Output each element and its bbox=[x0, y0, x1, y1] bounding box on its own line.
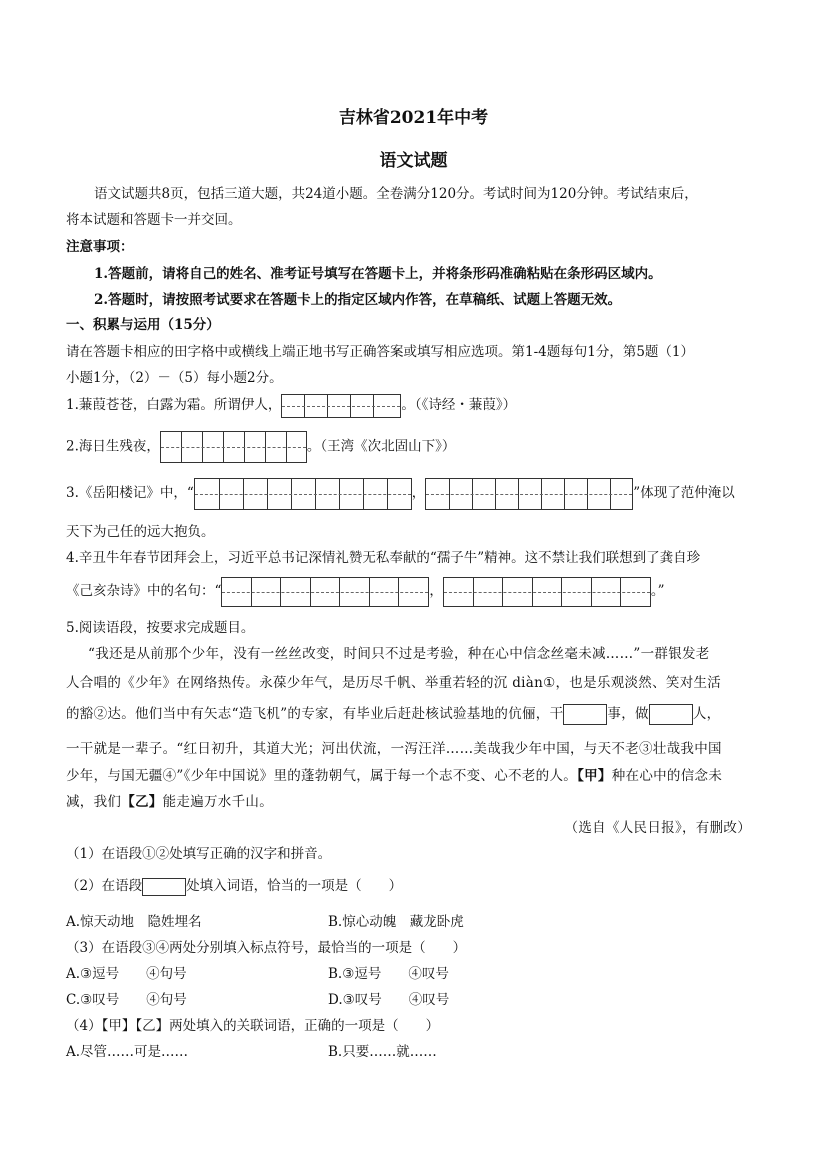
q5-line-1: 5.阅读语段，按要求完成题目。 bbox=[66, 620, 255, 636]
q4-answer-grid-2[interactable] bbox=[443, 577, 651, 607]
marker-yi: 【乙】 bbox=[121, 794, 163, 810]
q4-suffix: 。” bbox=[650, 583, 665, 599]
intro-line-2: 将本试题和答题卡一并交回。 bbox=[66, 212, 242, 228]
marker-jia: 【甲】 bbox=[577, 768, 612, 784]
sub2-option-a[interactable]: A.惊天动地 隐姓埋名 bbox=[66, 914, 202, 930]
sub3-option-c[interactable]: C.③叹号 ④句号 bbox=[66, 992, 187, 1008]
q4-mid: ， bbox=[429, 583, 443, 599]
sub3-option-b[interactable]: B.③逗号 ④叹号 bbox=[328, 966, 449, 982]
passage-source: （选自《人民日报》，有删改） bbox=[564, 820, 751, 836]
sub-question-1: （1）在语段①②处填写正确的汉字和拼音。 bbox=[66, 846, 332, 862]
passage-line-5 bbox=[66, 764, 722, 784]
q3-answer-grid-2[interactable] bbox=[425, 478, 633, 510]
sub4-option-a[interactable]: A.尽管……可是…… bbox=[66, 1044, 189, 1060]
notice-2: 2.答题时，请按照考试要求在答题卡上的指定区域内作答，在草稿纸、试题上答题无效。 bbox=[94, 292, 622, 308]
q2-suffix: 。（王湾《次北固山下》） bbox=[306, 438, 456, 455]
question-1 bbox=[66, 390, 516, 420]
sub-question-4: （4）【甲】【乙】两处填入的关联词语，正确的一项是（ ） bbox=[66, 1018, 440, 1034]
passage-line-6a: 减，我们 bbox=[66, 794, 122, 810]
question-2 bbox=[66, 431, 455, 463]
passage-line-3c: 人， bbox=[692, 706, 721, 722]
q4-answer-grid-1[interactable] bbox=[221, 577, 429, 607]
sub4-option-b[interactable]: B.只要……就…… bbox=[328, 1044, 437, 1060]
q2-answer-grid[interactable] bbox=[160, 431, 307, 463]
question-3 bbox=[66, 476, 735, 510]
sub2-prefix: （2）在语段 bbox=[66, 878, 143, 894]
intro-line-1: 语文试题共8页，包括三道大题，共24道小题。全卷满分120分。考试时间为120分钟。考试结束后， bbox=[94, 186, 698, 202]
q4-line-1: 4.辛丑牛年春节团拜会上，习近平总书记深情礼赞无私奉献的“孺子牛”精神。这不禁让我们联想到了龚自珍 bbox=[66, 550, 701, 566]
passage-line-3 bbox=[66, 703, 720, 725]
q2-prefix: 2.海日生残夜， bbox=[66, 438, 160, 455]
q3-mid: ， bbox=[411, 485, 426, 501]
sub2-blank-box bbox=[142, 878, 186, 896]
sub3-option-a[interactable]: A.③逗号 ④句号 bbox=[66, 966, 187, 982]
q1-suffix: 。（《诗经・蒹葭》） bbox=[401, 397, 517, 413]
notice-1: 1.答题前，请将自己的姓名、准考证号填写在答题卡上，并将条形码准确粘贴在条形码区域内。 bbox=[94, 266, 662, 282]
q1-answer-grid[interactable] bbox=[281, 394, 401, 418]
page-title: 吉林省2021年中考 bbox=[338, 108, 489, 128]
passage-line-6c: 能走遍万水千山。 bbox=[162, 794, 274, 810]
q4-prefix: 《己亥杂诗》中的名句：“ bbox=[66, 583, 222, 599]
passage-line-3a: 的豁②达。他们当中有矢志“造飞机”的专家，有毕业后赶赴核试验基地的伉俪，干 bbox=[66, 706, 564, 722]
passage-line-2: 人合唱的《少年》在网络热传。永葆少年气，是历尽千帆、举重若轻的沉 diàn①，也是乐观淡然、笑对生活 bbox=[66, 675, 722, 691]
sub-question-3: （3）在语段③④两处分别填入标点符号，最恰当的一项是（ ） bbox=[66, 940, 467, 956]
notice-heading: 注意事项： bbox=[66, 239, 134, 255]
sub3-option-d[interactable]: D.③叹号 ④叹号 bbox=[328, 992, 450, 1008]
q3-suffix: ”体现了范仲淹以 bbox=[633, 485, 735, 501]
q3-answer-grid-1[interactable] bbox=[194, 478, 412, 510]
q3-prefix: 3.《岳阳楼记》中，“ bbox=[66, 485, 194, 501]
page-subtitle: 语文试题 bbox=[379, 151, 448, 171]
passage-line-3b: 事，做 bbox=[607, 706, 649, 722]
instructions-line-1: 请在答题卡相应的田字格中或横线上端正地书写正确答案或填写相应选项。第1-4题每句1分，第5题（1） bbox=[66, 344, 695, 360]
passage-line-4: 一干就是一辈子。“红日初升，其道大光；河出伏流，一泻汪洋……美哉我少年中国，与天不老③壮哉我中国 bbox=[66, 741, 722, 757]
question-4 bbox=[66, 575, 665, 607]
instructions-line-2: 小题1分，（2）－（5）每小题2分。 bbox=[66, 370, 283, 386]
passage-blank-1[interactable] bbox=[563, 704, 607, 725]
sub-question-2 bbox=[66, 875, 402, 897]
q3-line-2: 天下为己任的远大抱负。 bbox=[66, 524, 215, 540]
passage-line-5a: 少年，与国无疆④”《少年中国说》里的蓬勃朝气，属于每一个志不变、心不老的人。 bbox=[66, 768, 578, 784]
q1-prefix: 1.蒹葭苍苍，白露为霜。所谓伊人， bbox=[66, 397, 282, 413]
passage-blank-2[interactable] bbox=[649, 704, 693, 725]
section-heading: 一、积累与运用（15分） bbox=[66, 317, 220, 333]
passage-line-5c: 种在心中的信念未 bbox=[611, 768, 723, 784]
passage-line-1: “我还是从前那个少年，没有一丝丝改变，时间只不过是考验，种在心中信念丝毫未减……”一群银发老 bbox=[88, 646, 710, 662]
sub2-option-b[interactable]: B.惊心动魄 藏龙卧虎 bbox=[328, 914, 464, 930]
sub2-suffix: 处填入词语，恰当的一项是（ ） bbox=[186, 878, 403, 894]
passage-line-6 bbox=[66, 790, 273, 810]
